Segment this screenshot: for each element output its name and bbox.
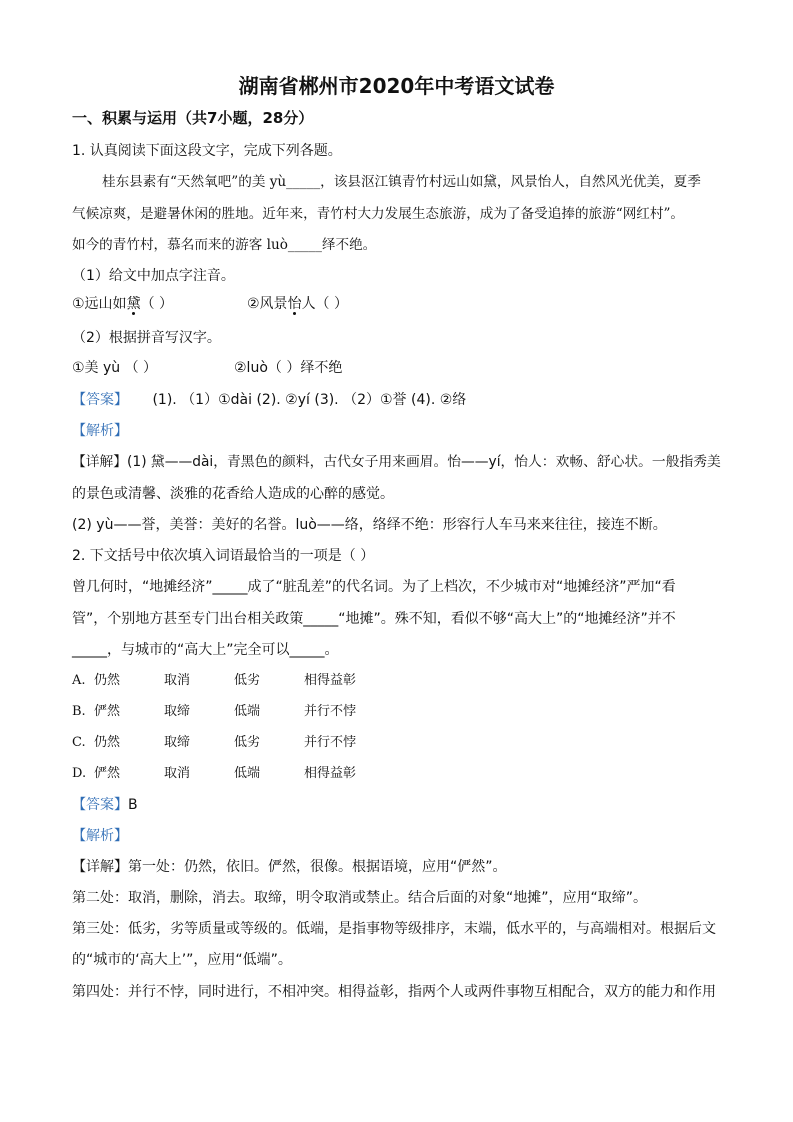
q1-answer [72, 390, 466, 410]
q1-sub2-item-a[interactable]: ①美 yù （ ） [72, 360, 158, 376]
q1-stem: 1. 认真阅读下面这段文字，完成下列各题。 [72, 143, 342, 159]
option-word: 相得益彰 [304, 673, 357, 688]
answer-tag: 【答案】 [72, 392, 128, 408]
q1-detail-line-1: 【详解】(1) 黛——dài，青黑色的颜料，古代女子用来画眉。怡——yí，怡人：欢畅、舒心状。一般指秀美 [72, 454, 721, 470]
q2-analysis-tag: 【解析】 [72, 828, 128, 844]
option-word: 并行不悖 [304, 735, 357, 750]
option-label: D. [72, 766, 87, 781]
q1-sub1-item-a-text: ①远山如 [72, 296, 127, 312]
option-word: 取消 [164, 673, 191, 688]
option-word: 取消 [164, 766, 191, 781]
q1-sub1-item-b-blank[interactable]: 人（ ） [301, 296, 349, 312]
q1-sub1-item-a-blank[interactable]: （ ） [140, 296, 174, 312]
q1-sub1-item-b [247, 294, 348, 314]
q1-detail-line-2: 的景色或清馨、淡雅的花香给人造成的心醉的感觉。 [72, 486, 394, 502]
option-word: 取缔 [164, 735, 191, 750]
answer-text: B [128, 797, 138, 813]
answer-text: (1). （1）①dài (2). ②yí (3). （2）①誉 (4). ②络 [152, 392, 467, 408]
option-word: 低劣 [234, 673, 261, 688]
q2-stem: 2. 下文括号中依次填入词语最恰当的一项是（ ） [72, 548, 375, 564]
q2-passage-line-1: 曾几何时，“地摊经济”_____成了“脏乱差”的代名词。为了上档次，不少城市对“地摊经济”严加“看 [72, 579, 676, 595]
q1-sub1-item-a [72, 294, 173, 314]
option-word: 低端 [234, 766, 261, 781]
option-word: 低劣 [234, 735, 261, 750]
q2-passage-line-2: 管”，个别地方甚至专门出台相关政策_____“地摊”。殊不知，看似不够“高大上”的“地摊经济”并不 [72, 611, 676, 627]
q1-passage-line-1: 桂东县素有“天然氧吧”的美 yù_____，该县沤江镇青竹村远山如黛，风景怡人，自然风光优美，夏季 [102, 174, 701, 190]
option-label: C. [72, 735, 86, 750]
dotted-char-yi: 怡 [287, 296, 302, 312]
answer-tag: 【答案】 [72, 797, 128, 813]
q2-detail-line-1: 【详解】第一处：仍然，依旧。俨然，很像。根据语境，应用“俨然”。 [72, 859, 507, 875]
q1-sub2-prompt: （2）根据拼音写汉字。 [72, 330, 221, 346]
option-word: 仍然 [94, 735, 121, 750]
option-word: 取缔 [164, 704, 191, 719]
q1-detail-line-3: (2) yù——誉，美誉：美好的名誉。luò——络，络绎不绝：形容行人车马来来往往，接连不断。 [72, 517, 667, 533]
q1-passage-line-3: 如今的青竹村，慕名而来的游客 luò_____绎不绝。 [72, 237, 377, 253]
q1-sub1-item-b-text: ②风景 [247, 296, 288, 312]
option-word: 仍然 [94, 673, 121, 688]
option-word: 低端 [234, 704, 261, 719]
q2-answer [72, 795, 138, 815]
q2-passage-line-3: _____，与城市的“高大上”完全可以_____。 [72, 642, 339, 658]
option-word: 并行不悖 [304, 704, 357, 719]
option-word: 俨然 [94, 766, 121, 781]
q2-detail-line-5: 第四处：并行不悖，同时进行，不相冲突。相得益彰，指两个人或两件事物互相配合，双方的能力和作用 [72, 984, 716, 1000]
q2-detail-line-2: 第二处：取消，删除，消去。取缔，明令取消或禁止。结合后面的对象“地摊”，应用“取缔”。 [72, 890, 648, 906]
q1-sub2-item-b[interactable]: ②luò（ ）绎不绝 [234, 360, 343, 376]
q1-sub1-prompt: （1）给文中加点字注音。 [72, 268, 235, 284]
q2-detail-line-4: 的“城市的‘高大上’”，应用“低端”。 [72, 952, 292, 968]
q2-detail-line-3: 第三处：低劣，劣等质量或等级的。低端，是指事物等级排序，末端，低水平的，与高端相对。根据后文 [72, 921, 716, 937]
option-word: 相得益彰 [304, 766, 357, 781]
option-label: B. [72, 704, 86, 719]
dotted-char-dai: 黛 [126, 296, 141, 312]
q1-passage-line-2: 气候凉爽，是避暑休闲的胜地。近年来，青竹村大力发展生态旅游，成为了备受追捧的旅游“网红村”。 [72, 206, 685, 222]
q1-analysis-tag: 【解析】 [72, 423, 128, 439]
section-heading: 一、积累与运用（共7小题，28分） [72, 109, 314, 127]
option-word: 俨然 [94, 704, 121, 719]
option-label: A. [72, 673, 86, 688]
page-title: 湖南省郴州市2020年中考语文试卷 [238, 74, 555, 98]
